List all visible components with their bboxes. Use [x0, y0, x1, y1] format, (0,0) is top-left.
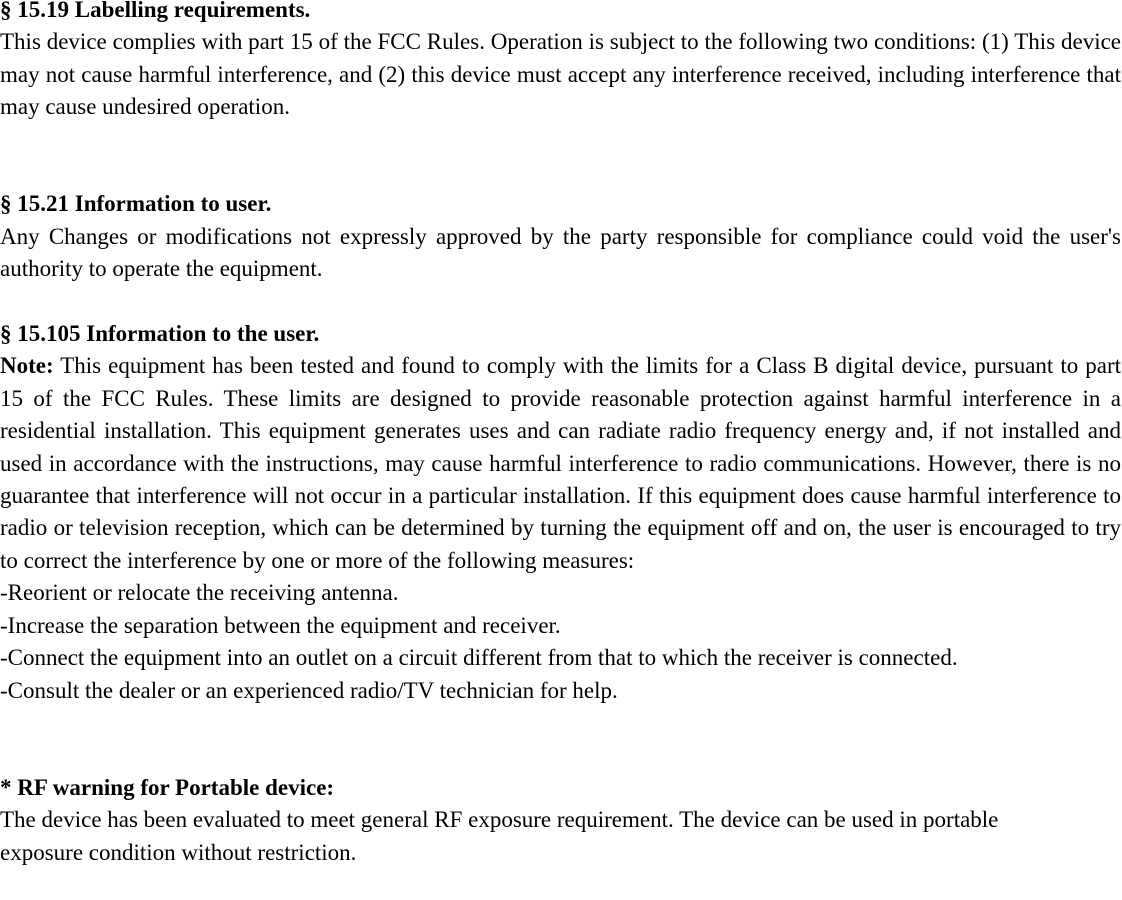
- measure-item: -Connect the equipment into an outlet on a circuit different from that to which the receiver is connected.: [0, 645, 958, 671]
- measure-item: -Consult the dealer or an experienced radio/TV technician for help.: [0, 677, 618, 703]
- info-to-the-user-heading: § 15.105 Information to the user.: [0, 321, 320, 347]
- note-text: This equipment has been tested and found to comply with the limits for a Class B digital device, pursuant to part 15 of the FCC Rules. These limits are designed to provide reasonable protection against harmful interference in a residential installation. This equipment generates uses and can radiate radio frequency energy and, if not installed and used in accordance with the instructions, may cause harmful interference to radio communications. However, there is no guarantee that interference will not occur in a particular installation. If this equipment does cause harmful interference to radio or television reception, which can be determined by turning the equipment off and on, the user is encouraged to try to correct the interference by one or more of the following measures:: [0, 353, 1121, 573]
- rf-warning-body-line-2: exposure condition without restriction.: [0, 839, 357, 865]
- info-to-user-body: Any Changes or modifications not expressly approved by the party responsible for compliance could void the user's authority to operate the equipment.: [0, 223, 1121, 282]
- note-label: Note:: [0, 353, 54, 379]
- measure-item: -Increase the separation between the equipment and receiver.: [0, 612, 561, 638]
- info-to-user-heading: § 15.21 Information to user.: [0, 191, 272, 217]
- measure-item: -Reorient or relocate the receiving antenna.: [0, 580, 399, 606]
- spacer: [0, 707, 1121, 772]
- labelling-body: This device complies with part 15 of the FCC Rules. Operation is subject to the following two conditions: (1) This device may not cause harmful interference, and (2) this device must accept any interference received, including interference that may cause undesired operation.: [0, 29, 1121, 120]
- rf-warning-heading: * RF warning for Portable device:: [0, 774, 335, 800]
- spacer: [0, 124, 1121, 189]
- labelling-heading: § 15.19 Labelling requirements.: [0, 0, 311, 22]
- rf-warning-body-line-1: The device has been evaluated to meet general RF exposure requirement. The device can be used in portable: [0, 807, 999, 833]
- info-to-the-user-body: [0, 350, 1121, 577]
- spacer: [0, 286, 1121, 318]
